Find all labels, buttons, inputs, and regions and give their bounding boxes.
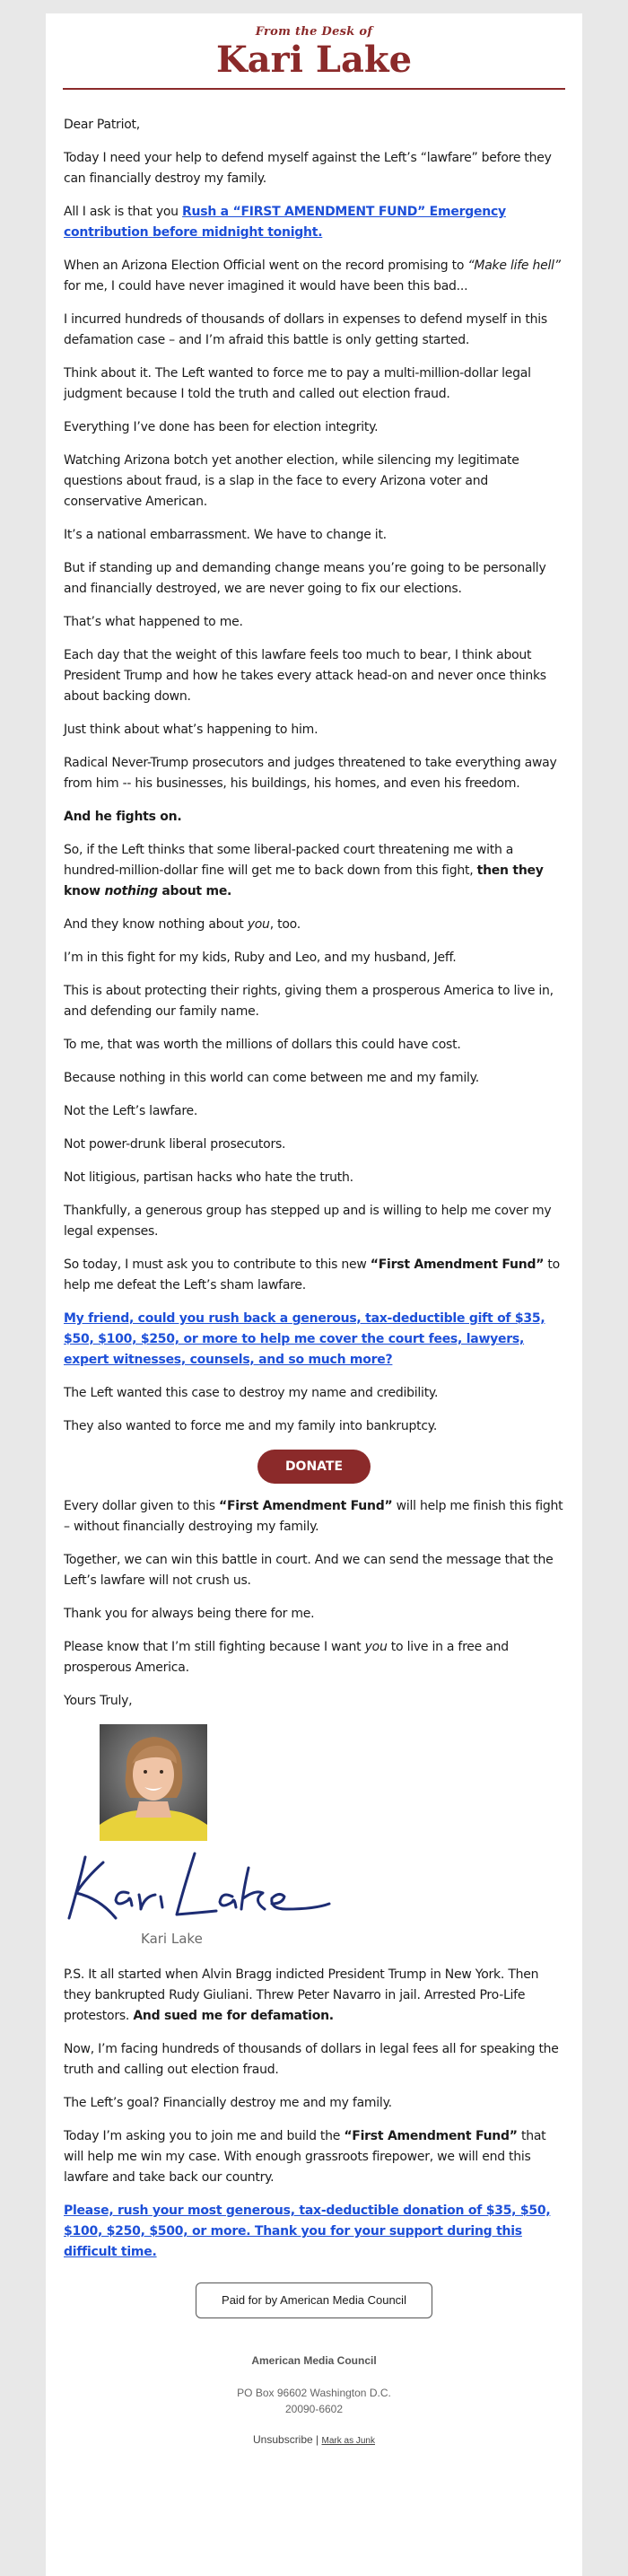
donation-link[interactable]: Please, rush your most generous, tax-deductible donation of $35, $50, $100, $250, $500, or more. Thank you for your support during this difficult time. xyxy=(64,2204,551,2259)
paragraph: Everything I’ve done has been for election integrity. xyxy=(64,420,379,434)
greeting: Dear Patriot, xyxy=(64,118,140,132)
emphasis: you xyxy=(364,1640,388,1654)
paragraph: The Left’s goal? Financially destroy me and my family. xyxy=(64,2096,392,2110)
signature-image xyxy=(64,1841,333,1931)
gift-link[interactable]: My friend, could you rush back a generous, tax-deductible gift of $35, $50, $100, $250, or more to help me cover the court fees, lawyers, expert witnesses, counsels, and so much more? xyxy=(64,1311,545,1367)
emphasis: you xyxy=(247,917,270,932)
unsubscribe-link[interactable]: Unsubscribe xyxy=(253,2433,313,2446)
paragraph: Not litigious, partisan hacks who hate the truth. xyxy=(64,1170,353,1185)
text: to live in a free and prosperous America. xyxy=(64,1640,509,1675)
paragraph xyxy=(64,915,564,935)
address-line: PO Box 96602 Washington D.C. xyxy=(237,2387,391,2399)
text: Every dollar given to this xyxy=(64,1499,220,1513)
letter-header xyxy=(46,13,582,90)
paid-for-box: Paid for by American Media Council xyxy=(196,2282,432,2318)
text: So today, I must ask you to contribute to this new xyxy=(64,1257,371,1272)
text: that will help me win my case. With enough grassroots firepower, we will end this lawfare and take back our country. xyxy=(64,2129,546,2185)
contribution-link[interactable]: Rush a “FIRST AMENDMENT FUND” Emergency contribution before midnight tonight. xyxy=(64,205,506,240)
letter-body xyxy=(46,90,582,2446)
footer-links xyxy=(64,2433,564,2446)
text: for me, I could have never imagined it would have been this bad... xyxy=(64,279,468,294)
paragraph: I incurred hundreds of thousands of dollars in expenses to defend myself in this defamation case – and I’m afraid this battle is only getting started. xyxy=(64,312,547,347)
paragraph: I’m in this fight for my kids, Ruby and Leo, and my husband, Jeff. xyxy=(64,951,457,965)
paragraph: Together, we can win this battle in court. And we can send the message that the Left’s lawfare will not crush us. xyxy=(64,1553,554,1588)
paragraph: Thank you for always being there for me. xyxy=(64,1607,315,1621)
footer-org: American Media Council xyxy=(251,2354,377,2367)
paragraph: It’s a national embarrassment. We have to change it. xyxy=(64,528,387,542)
bold-text: about me. xyxy=(157,884,232,898)
paragraph: This is about protecting their rights, giving them a prosperous America to live in, and defending our family name. xyxy=(64,984,554,1019)
paragraph: Today I need your help to defend myself against the Left’s “lawfare” before they can financially destroy my family. xyxy=(64,151,552,186)
bold-text: And sued me for defamation. xyxy=(133,2009,334,2023)
quote-emphasis: “Make life hell” xyxy=(467,258,561,273)
text: to help me defeat the Left’s sham lawfare. xyxy=(64,1257,560,1292)
paragraph: Think about it. The Left wanted to force me to pay a multi-million-dollar legal judgment because I told the truth and called out election fraud. xyxy=(64,366,531,401)
bold-text: “First Amendment Fund” xyxy=(344,2129,518,2143)
text: When an Arizona Election Official went on the record promising to xyxy=(64,258,468,273)
mark-junk-link[interactable]: Mark as Junk xyxy=(321,2436,375,2446)
text: P.S. It all started when Alvin Bragg indicted President Trump in New York. Then they bankrupted Rudy Giuliani. Threw Peter Navarro in jail. Arrested Pro-Life protestors. xyxy=(64,1967,539,2023)
footer-address xyxy=(64,2385,564,2417)
text: And they know nothing about xyxy=(64,917,248,932)
donate-wrap xyxy=(64,1450,564,1484)
portrait-image xyxy=(100,1724,207,1841)
paragraph: But if standing up and demanding change means you’re going to be personally and financially destroyed, we are never going to fix our elections. xyxy=(64,561,546,596)
paragraph xyxy=(64,840,564,902)
header-from-text: From the Desk of xyxy=(255,25,373,39)
paragraph: Not power-drunk liberal prosecutors. xyxy=(64,1137,286,1152)
text: , too. xyxy=(269,917,301,932)
bold-text: “First Amendment Fund” xyxy=(370,1257,545,1272)
paragraph xyxy=(64,1309,564,1371)
signature-block xyxy=(64,1841,564,1949)
bold-text: then they know xyxy=(64,863,544,898)
paragraph xyxy=(64,256,564,297)
paragraph: Each day that the weight of this lawfare feels too much to bear, I think about President Trump and how he takes every attack head-on and never once thinks about backing down. xyxy=(64,648,546,704)
paragraph: Not the Left’s lawfare. xyxy=(64,1104,198,1118)
paragraph xyxy=(64,1255,564,1296)
signature-name: Kari Lake xyxy=(141,1931,203,1947)
paragraph: Because nothing in this world can come between me and my family. xyxy=(64,1071,479,1085)
text: All I ask is that you xyxy=(64,205,183,219)
paragraph xyxy=(64,1496,564,1538)
emphasis: nothing xyxy=(104,884,158,898)
paragraph xyxy=(64,1637,564,1678)
donate-button[interactable]: DONATE xyxy=(257,1450,371,1484)
text: So, if the Left thinks that some liberal-packed court threatening me with a hundred-million-dollar fine will get me to back down from this fight, xyxy=(64,843,514,878)
text: Today I’m asking you to join me and build the xyxy=(64,2129,345,2143)
paragraph xyxy=(64,2126,564,2188)
paragraph: Now, I’m facing hundreds of thousands of dollars in legal fees all for speaking the truth and calling out election fraud. xyxy=(64,2042,559,2077)
paragraph: Radical Never-Trump prosecutors and judges threatened to take everything away from him -- his businesses, his buildings, his homes, and even his freedom. xyxy=(64,756,557,791)
text: will help me finish this fight – without financially destroying my family. xyxy=(64,1499,563,1534)
bold-text: “First Amendment Fund” xyxy=(219,1499,393,1513)
paragraph-bold: And he fights on. xyxy=(64,810,182,824)
address-line: 20090-6602 xyxy=(284,2403,344,2415)
paid-for-wrap xyxy=(64,2282,564,2318)
header-name: Kari Lake xyxy=(215,39,413,81)
paragraph: That’s what happened to me. xyxy=(64,615,243,629)
email-sheet xyxy=(46,13,582,2576)
footer xyxy=(64,2354,564,2446)
paragraph: To me, that was worth the millions of dollars this could have cost. xyxy=(64,1038,461,1052)
paragraph xyxy=(64,2201,564,2263)
portrait-photo xyxy=(100,1724,207,1841)
paragraph: They also wanted to force me and my family into bankruptcy. xyxy=(64,1419,438,1433)
text: Please know that I’m still fighting because I want xyxy=(64,1640,365,1654)
separator: | xyxy=(316,2433,319,2446)
paragraph: Just think about what’s happening to him. xyxy=(64,723,318,737)
postscript xyxy=(64,1965,564,2027)
closing: Yours Truly, xyxy=(64,1694,133,1708)
paragraph: Thankfully, a generous group has stepped up and is willing to help me cover my legal expenses. xyxy=(64,1204,552,1239)
paragraph: Watching Arizona botch yet another election, while silencing my legitimate questions about fraud, is a slap in the face to every Arizona voter and conservative American. xyxy=(64,453,519,509)
paragraph xyxy=(64,202,564,243)
paragraph: The Left wanted this case to destroy my name and credibility. xyxy=(64,1386,439,1400)
